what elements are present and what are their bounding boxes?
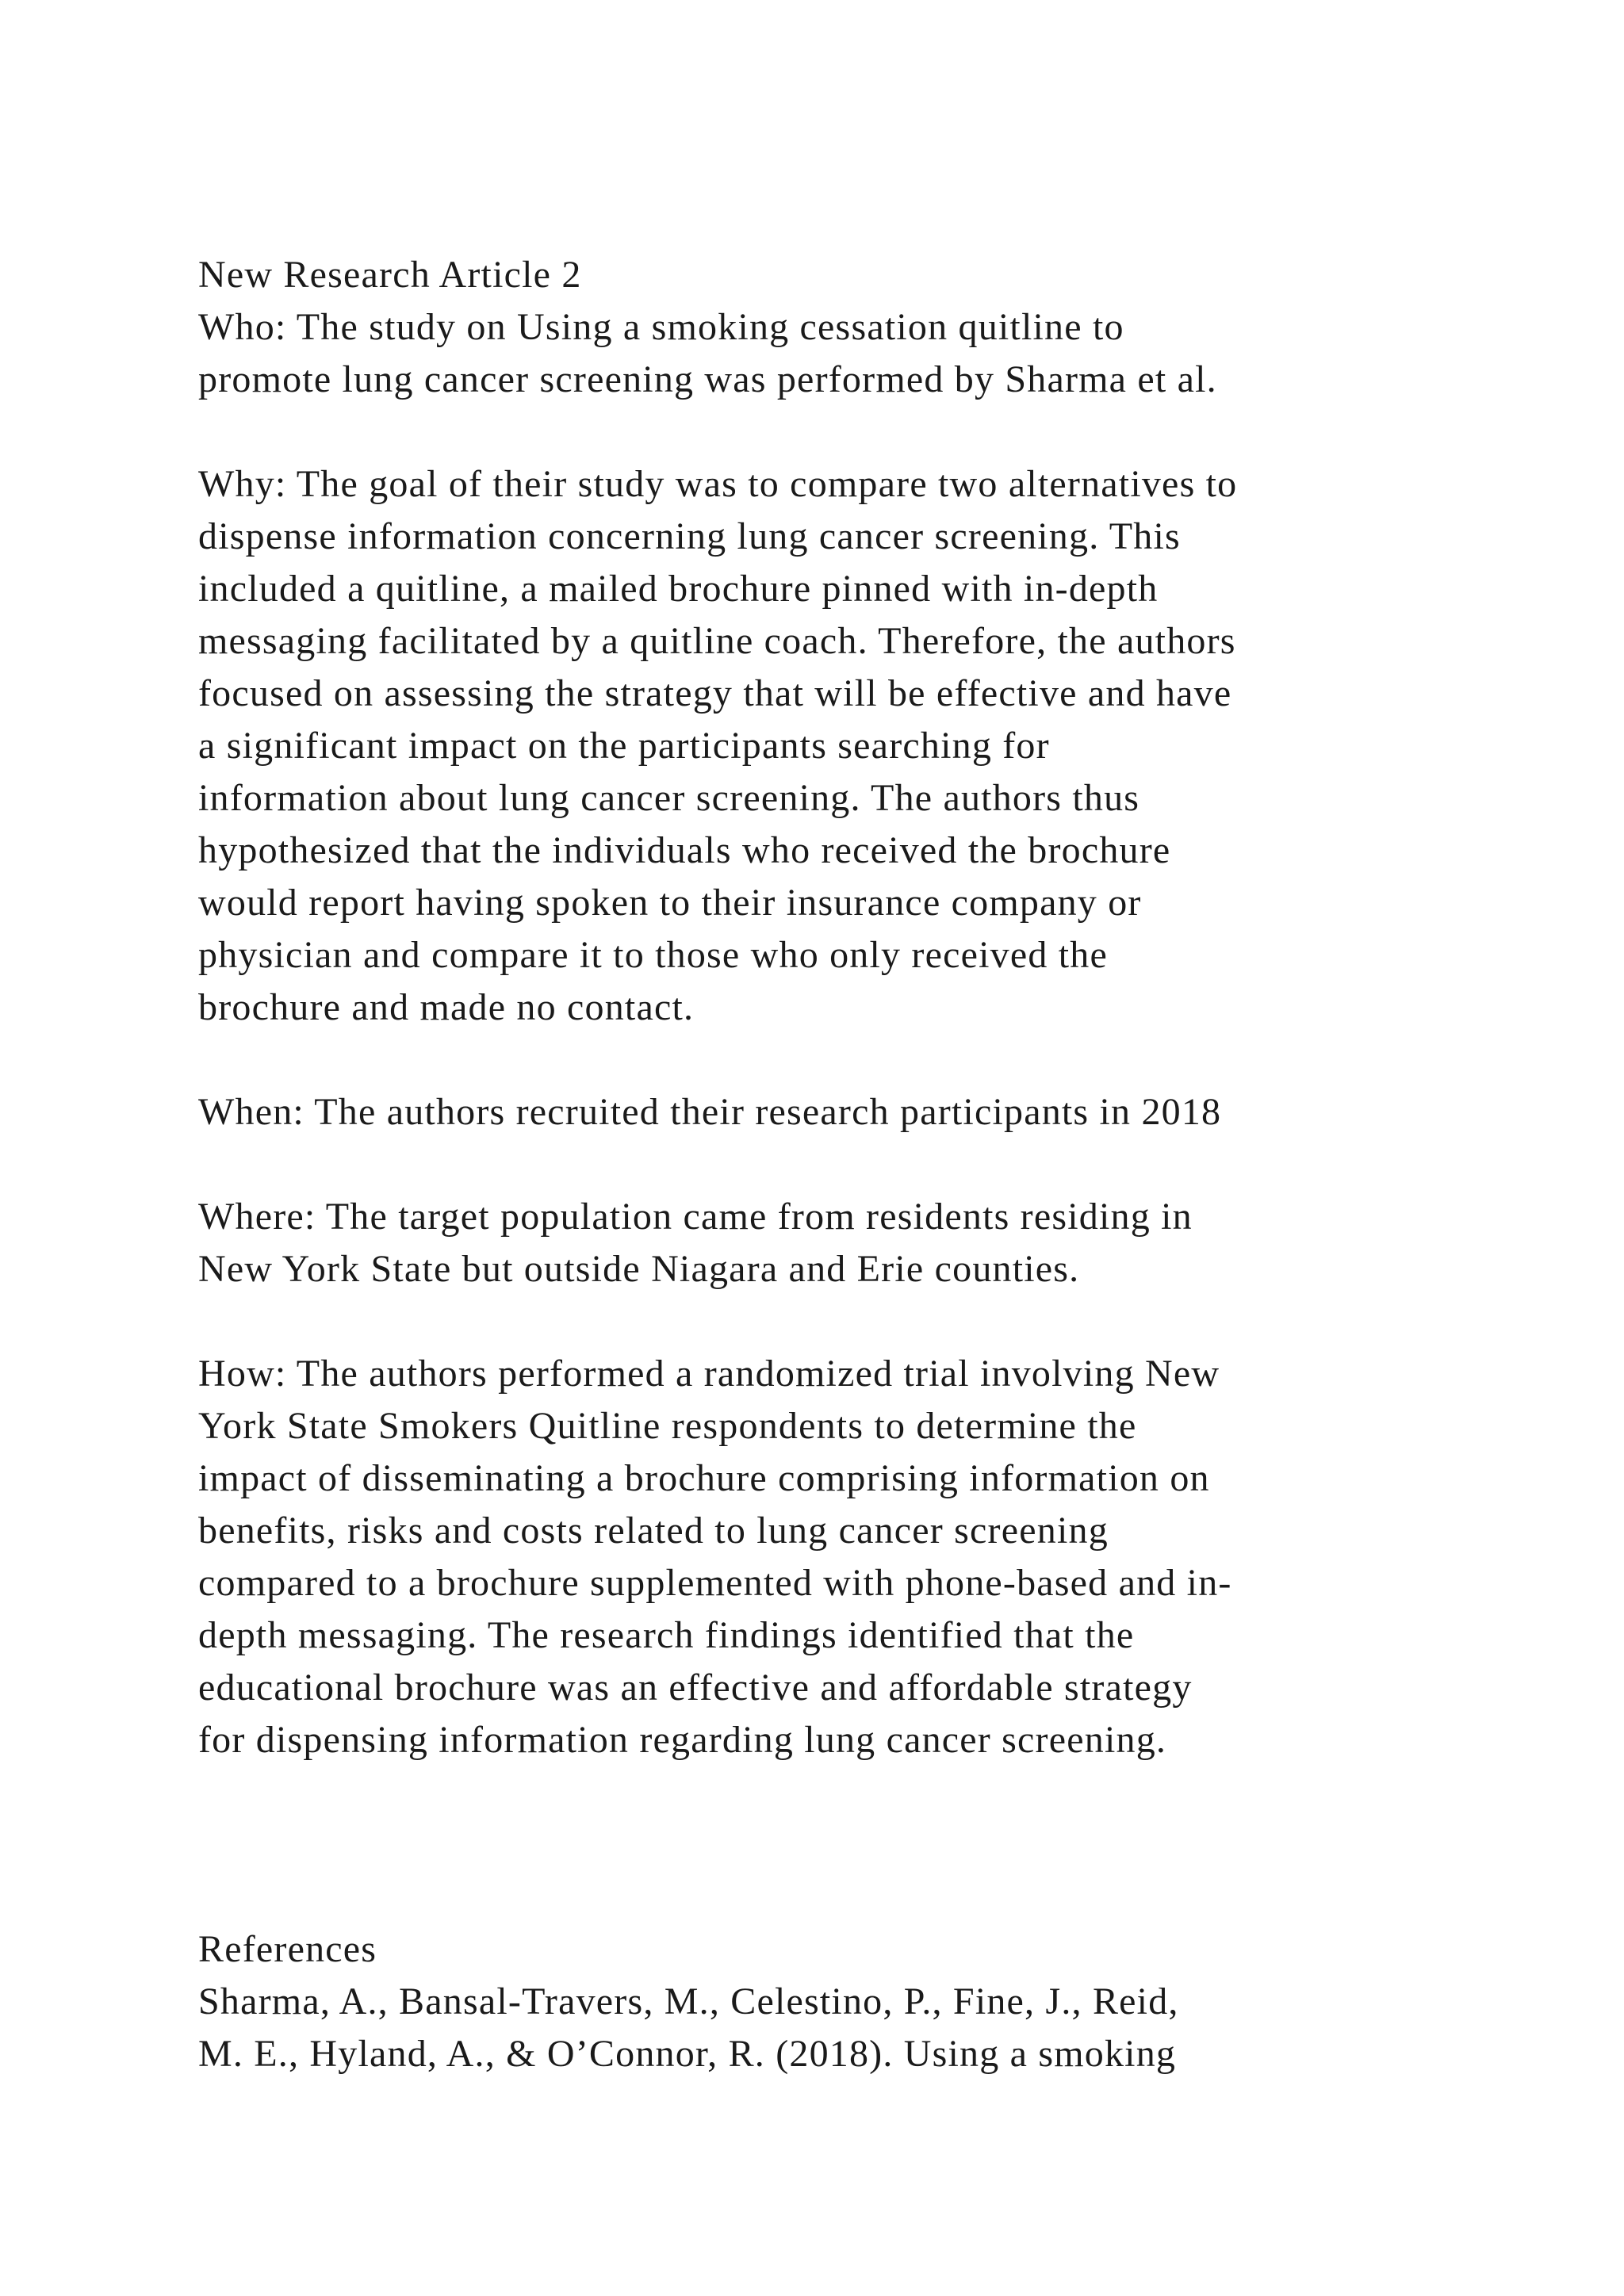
why-line: a significant impact on the participants searching for: [198, 725, 1050, 767]
references-section: [198, 1923, 1467, 2080]
reference-line: Sharma, A., Bansal-Travers, M., Celestino, P., Fine, J., Reid,: [198, 1980, 1179, 2022]
why-line: information about lung cancer screening. The authors thus: [198, 777, 1140, 819]
how-line: educational brochure was an effective and affordable strategy: [198, 1667, 1193, 1709]
references-heading: References: [198, 1928, 377, 1970]
paragraph-spacer: [198, 1138, 1467, 1191]
why-line: messaging facilitated by a quitline coach. Therefore, the authors: [198, 620, 1236, 662]
how-line: How: The authors performed a randomized trial involving New: [198, 1353, 1220, 1395]
where-line: Where: The target population came from residents residing in: [198, 1196, 1193, 1238]
when-line: When: The authors recruited their research participants in 2018: [198, 1091, 1222, 1133]
reference-line: M. E., Hyland, A., & O’Connor, R. (2018). Using a smoking: [198, 2033, 1177, 2075]
paragraph-spacer: [198, 1034, 1467, 1086]
how-line: York State Smokers Quitline respondents to determine the: [198, 1405, 1137, 1447]
how-line: impact of disseminating a brochure comprising information on: [198, 1457, 1210, 1499]
why-line: would report having spoken to their insurance company or: [198, 882, 1142, 924]
how-line: compared to a brochure supplemented with phone-based and in-: [198, 1562, 1232, 1604]
where-paragraph: [198, 1191, 1467, 1295]
why-line: dispense information concerning lung cancer screening. This: [198, 515, 1181, 557]
paragraph-spacer: [198, 406, 1467, 458]
where-line: New York State but outside Niagara and Erie counties.: [198, 1248, 1080, 1290]
why-line: physician and compare it to those who only received the: [198, 934, 1109, 976]
why-line: focused on assessing the strategy that will be effective and have: [198, 672, 1232, 714]
why-line: brochure and made no contact.: [198, 986, 695, 1028]
how-line: benefits, risks and costs related to lung cancer screening: [198, 1510, 1109, 1552]
who-line: promote lung cancer screening was performed by Sharma et al.: [198, 358, 1217, 400]
how-line: for dispensing information regarding lung cancer screening.: [198, 1719, 1167, 1761]
why-paragraph: [198, 458, 1467, 1034]
how-paragraph: [198, 1348, 1467, 1766]
document-title: New Research Article 2: [198, 254, 582, 296]
when-paragraph: [198, 1086, 1467, 1138]
why-line: hypothesized that the individuals who received the brochure: [198, 829, 1171, 871]
section-spacer: [198, 1766, 1467, 1923]
how-line: depth messaging. The research findings identified that the: [198, 1614, 1135, 1656]
why-line: included a quitline, a mailed brochure pinned with in-depth: [198, 568, 1159, 610]
paragraph-spacer: [198, 1295, 1467, 1348]
why-line: Why: The goal of their study was to compare two alternatives to: [198, 463, 1238, 505]
who-paragraph: [198, 301, 1467, 406]
who-line: Who: The study on Using a smoking cessation quitline to: [198, 306, 1124, 348]
document-body: [198, 249, 1467, 2080]
